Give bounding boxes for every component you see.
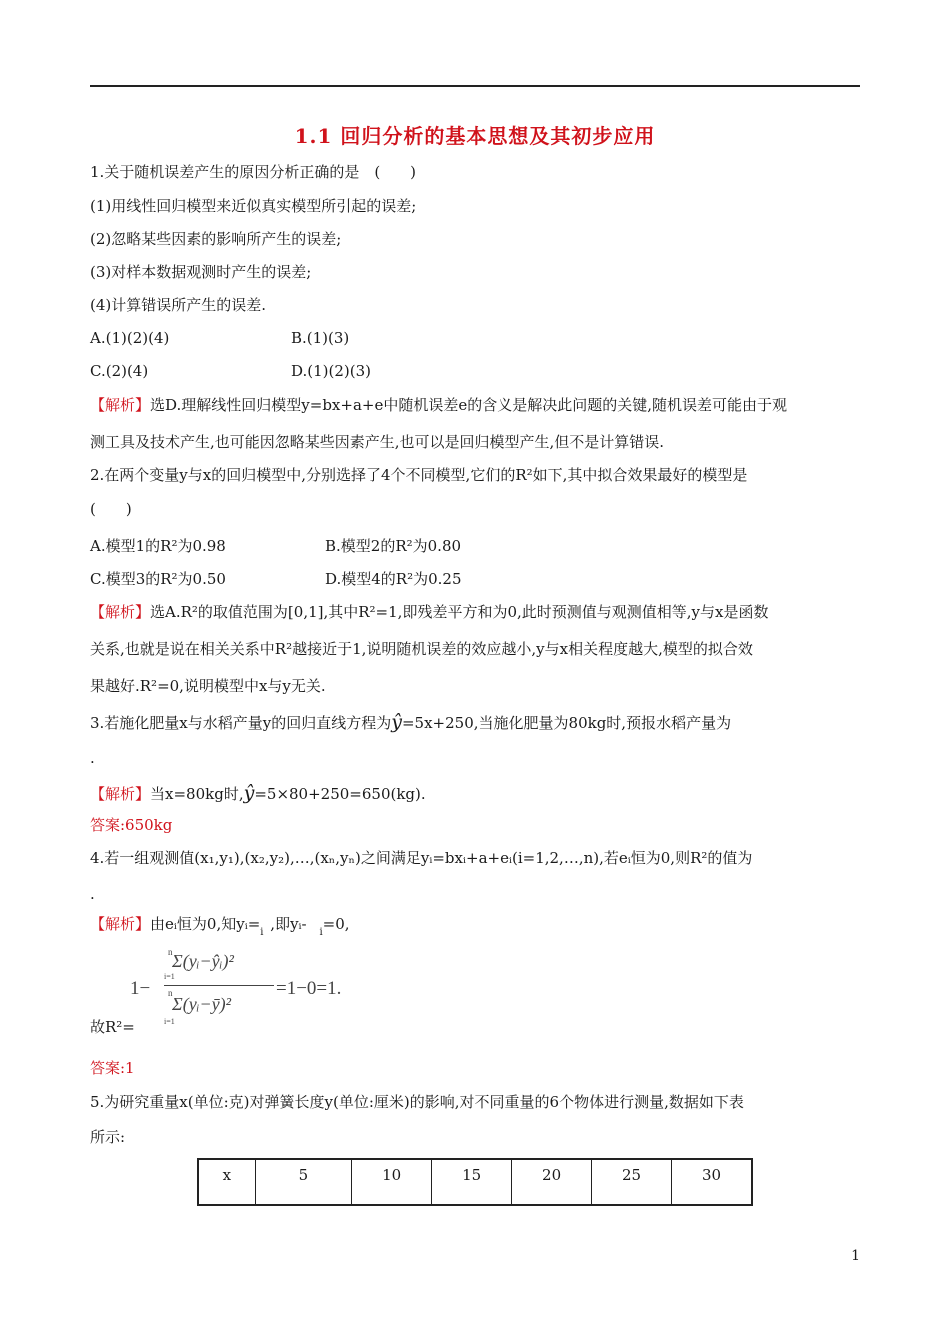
q4-answer: 答案:1 xyxy=(90,1059,135,1077)
q1-option-a: A.(1)(2)(4) xyxy=(90,329,170,347)
table-cell: 15 xyxy=(432,1159,512,1205)
table-cell: 10 xyxy=(352,1159,432,1205)
q3-stem-b: =5x+250,当施化肥量为80kg时,预报水稻产量为 xyxy=(401,714,732,732)
q4-jiexi-3: =0, xyxy=(322,915,350,933)
q2-jiexi-text-1: 选A.R²的取值范围为[0,1],其中R²=1,即残差平方和为0,此时预测值与观测值相等,y与x是函数 xyxy=(150,603,769,621)
q5-stem-1: 5.为研究重量x(单位:克)对弹簧长度y(单位:厘米)的影响,对不同重量的6个物体进行测量,数据如下表 xyxy=(90,1093,744,1111)
q1-jiexi-line-2: 测工具及技术产生,也可能因忽略某些因素产生,也可以是回归模型产生,但不是计算错误. xyxy=(90,433,665,451)
sum-upper-limit: n xyxy=(168,947,173,957)
q3-stem-2: . xyxy=(90,749,95,767)
q5-stem-2: 所示: xyxy=(90,1128,126,1146)
q2-option-d: D.模型4的R²为0.25 xyxy=(325,570,462,588)
formula-denominator: Σ(yᵢ−ȳ)² xyxy=(172,994,232,1014)
formula-lead: 1− xyxy=(130,978,151,999)
q2-stem-1: 2.在两个变量y与x的回归模型中,分别选择了4个不同模型,它们的R²如下,其中拟合效果最好的模型是 xyxy=(90,466,748,484)
formula-numerator: Σ(yᵢ−ŷᵢ)² xyxy=(172,951,234,971)
q2-option-c: C.模型3的R²为0.50 xyxy=(90,570,226,588)
table-cell: 25 xyxy=(592,1159,672,1205)
q3-stem-1 xyxy=(90,712,731,733)
q2-stem-2: ( ) xyxy=(90,500,132,518)
q2-option-b: B.模型2的R²为0.80 xyxy=(325,537,462,555)
table-cell: x xyxy=(198,1159,255,1205)
table-cell: 20 xyxy=(512,1159,592,1205)
q1-option-c: C.(2)(4) xyxy=(90,362,149,380)
q1-jiexi-line-1 xyxy=(90,395,787,415)
q2-jiexi-line-3: 果越好.R²=0,说明模型中x与y无关. xyxy=(90,677,326,695)
q2-jiexi-line-1 xyxy=(90,602,768,622)
jiexi-tag: 【解析】 xyxy=(90,396,151,414)
r-squared-formula xyxy=(130,945,390,1035)
page-number: 1 xyxy=(851,1248,860,1264)
q2-jiexi-line-2: 关系,也就是说在相关关系中R²越接近于1,说明随机误差的效应越小,y与x相关程度越大,模型的拟合效 xyxy=(90,640,753,658)
q1-option-b: B.(1)(3) xyxy=(291,329,350,347)
q3-stem-a: 3.若施化肥量x与水稻产量y的回归直线方程为 xyxy=(90,714,392,732)
data-table xyxy=(197,1158,753,1206)
q3-jiexi xyxy=(90,783,426,804)
q4-stem-2: . xyxy=(90,885,95,903)
table-cell: 30 xyxy=(672,1159,752,1205)
q1-item-4: (4)计算错误所产生的误差. xyxy=(90,296,267,314)
q4-jiexi xyxy=(90,914,350,943)
q4-jiexi-2: ,即yᵢ- xyxy=(270,915,307,933)
q3-jiexi-b: =5×80+250=650(kg). xyxy=(254,785,426,803)
header-rule xyxy=(90,85,860,87)
y-hat-symbol: ŷ xyxy=(243,782,255,804)
q1-item-3: (3)对样本数据观测时产生的误差; xyxy=(90,263,312,281)
q1-item-2: (2)忽略某些因素的影响所产生的误差; xyxy=(90,230,342,248)
subscript-i: i xyxy=(319,927,323,938)
formula-tail: =1−0=1. xyxy=(276,978,342,999)
q4-stem-1: 4.若一组观测值(x₁,y₁),(x₂,y₂),…,(xₙ,yₙ)之间满足yᵢ=bxᵢ+a+eᵢ(i=1,2,…,n),若eᵢ恒为0,则R²的值为 xyxy=(90,849,753,867)
q1-stem: 1.关于随机误差产生的原因分析正确的是 ( ) xyxy=(90,163,417,181)
q4-jiexi-1: 由eᵢ恒为0,知yᵢ= xyxy=(150,915,261,933)
q4-gu-r2: 故R²= xyxy=(90,1018,135,1036)
sum-lower-limit: i=1 xyxy=(164,972,175,981)
y-hat-symbol: ŷ xyxy=(391,711,402,733)
q3-jiexi-a: 当x=80kg时, xyxy=(150,785,244,803)
table-row xyxy=(198,1159,752,1205)
sum-upper-limit: n xyxy=(168,988,173,998)
page-title: 1.1 回归分析的基本思想及其初步应用 xyxy=(294,124,656,148)
sum-lower-limit: i=1 xyxy=(164,1017,175,1026)
table-cell: 5 xyxy=(255,1159,352,1205)
jiexi-tag: 【解析】 xyxy=(90,785,151,803)
q1-item-1: (1)用线性回归模型来近似真实模型所引起的误差; xyxy=(90,197,417,215)
q1-jiexi-text-1: 选D.理解线性回归模型y=bx+a+e中随机误差e的含义是解决此问题的关键,随机误差可能由于观 xyxy=(150,396,787,414)
q3-answer: 答案:650kg xyxy=(90,816,173,834)
subscript-i: i xyxy=(260,927,264,938)
q1-option-d: D.(1)(2)(3) xyxy=(291,362,372,380)
q2-option-a: A.模型1的R²为0.98 xyxy=(90,537,226,555)
fraction-bar xyxy=(164,985,274,986)
jiexi-tag: 【解析】 xyxy=(90,915,151,933)
jiexi-tag: 【解析】 xyxy=(90,603,151,621)
